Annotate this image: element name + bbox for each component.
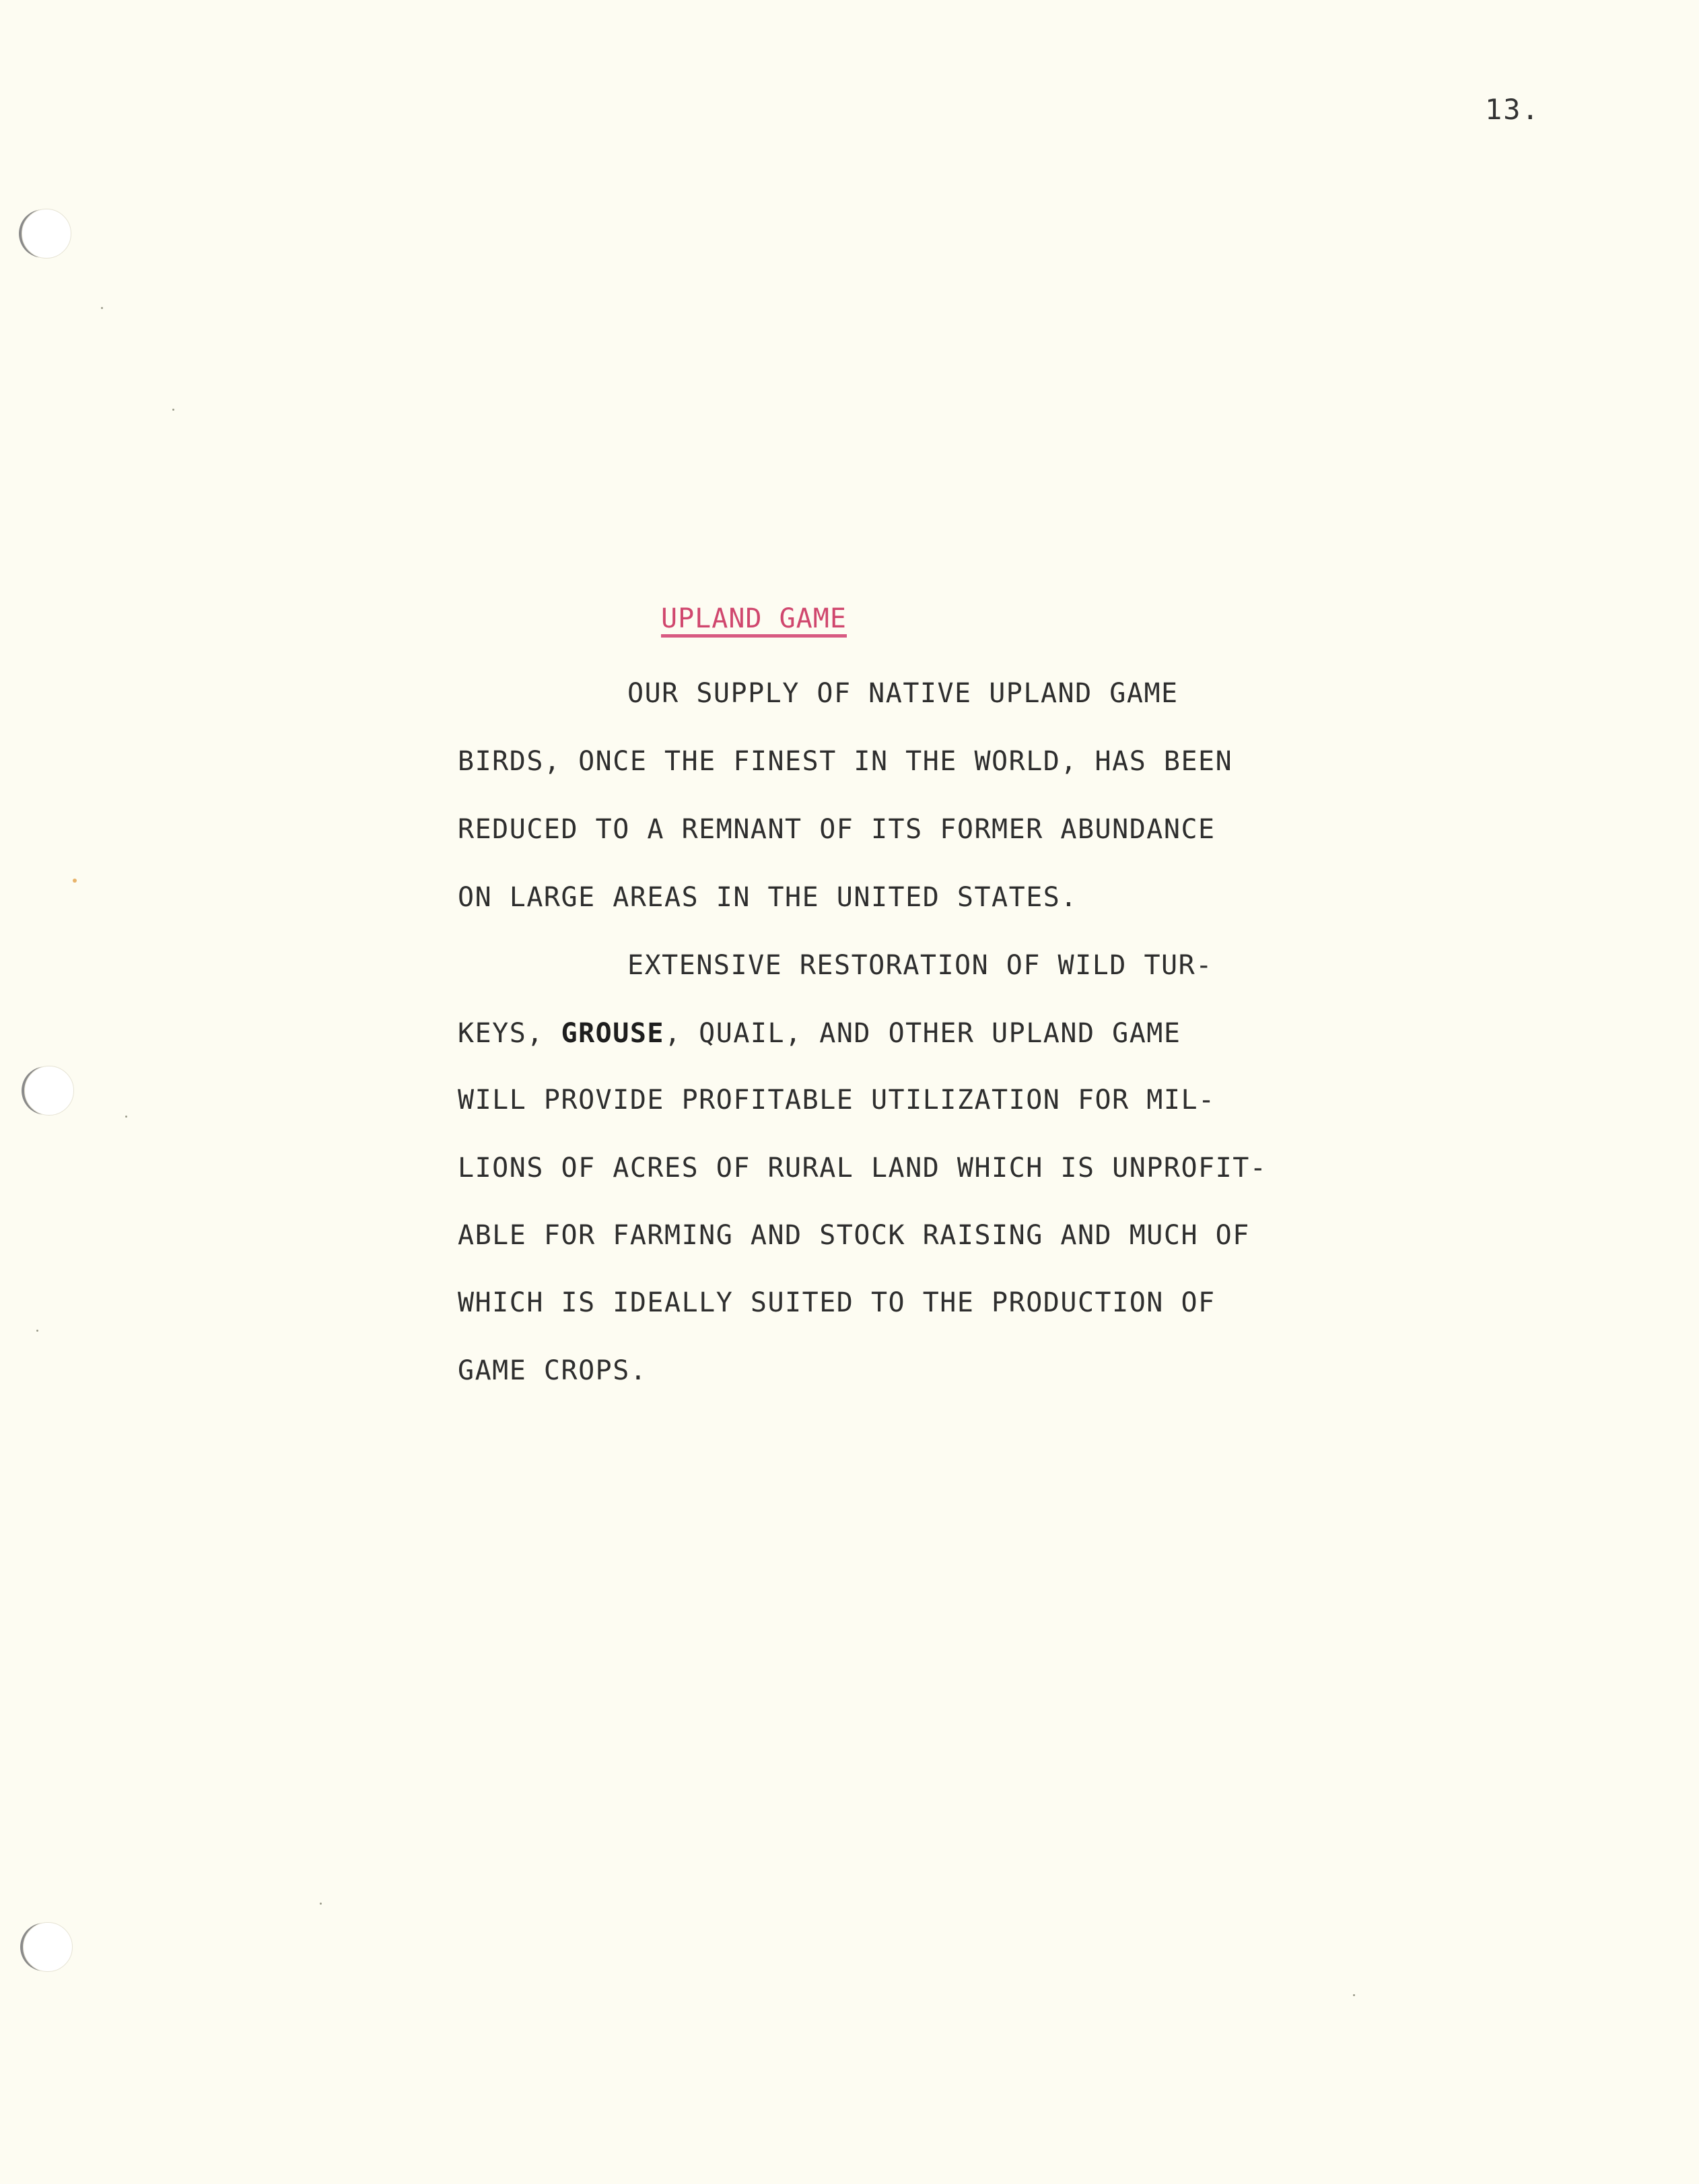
section-heading: UPLAND GAME xyxy=(661,603,847,638)
body-text-line: REDUCED TO A REMNANT OF ITS FORMER ABUNDANCE xyxy=(458,814,1216,845)
punch-hole xyxy=(22,209,71,259)
paper-speck xyxy=(320,1903,322,1905)
paper-speck xyxy=(125,1116,127,1118)
body-text-line: ON LARGE AREAS IN THE UNITED STATES. xyxy=(458,882,1078,913)
body-text-line: ABLE FOR FARMING AND STOCK RAISING AND MUCH OF xyxy=(458,1220,1250,1251)
page-number: 13. xyxy=(1485,93,1540,126)
body-text-line: EXTENSIVE RESTORATION OF WILD TUR- xyxy=(627,950,1213,981)
body-text-line: BIRDS, ONCE THE FINEST IN THE WORLD, HAS BEEN xyxy=(458,746,1233,777)
body-text-line: WHICH IS IDEALLY SUITED TO THE PRODUCTION OF xyxy=(458,1287,1216,1318)
body-text-line: OUR SUPPLY OF NATIVE UPLAND GAME xyxy=(627,678,1179,709)
paper-speck xyxy=(73,879,77,883)
text-fragment: , QUAIL, AND OTHER UPLAND GAME xyxy=(664,1018,1181,1049)
body-text-line: LIONS OF ACRES OF RURAL LAND WHICH IS UNPROFIT- xyxy=(458,1153,1268,1184)
body-text-line: GAME CROPS. xyxy=(458,1355,648,1386)
paper-speck xyxy=(1353,1994,1355,1996)
punch-hole xyxy=(24,1066,74,1116)
body-text-line xyxy=(458,1017,1181,1050)
emphasized-word: GROUSE xyxy=(561,1018,664,1049)
paper-speck xyxy=(172,409,174,411)
paper-speck xyxy=(101,307,103,309)
text-fragment: KEYS, xyxy=(458,1018,561,1049)
punch-hole xyxy=(23,1922,73,1972)
body-text-line: WILL PROVIDE PROFITABLE UTILIZATION FOR MIL- xyxy=(458,1085,1216,1116)
paper-speck xyxy=(36,1330,38,1332)
